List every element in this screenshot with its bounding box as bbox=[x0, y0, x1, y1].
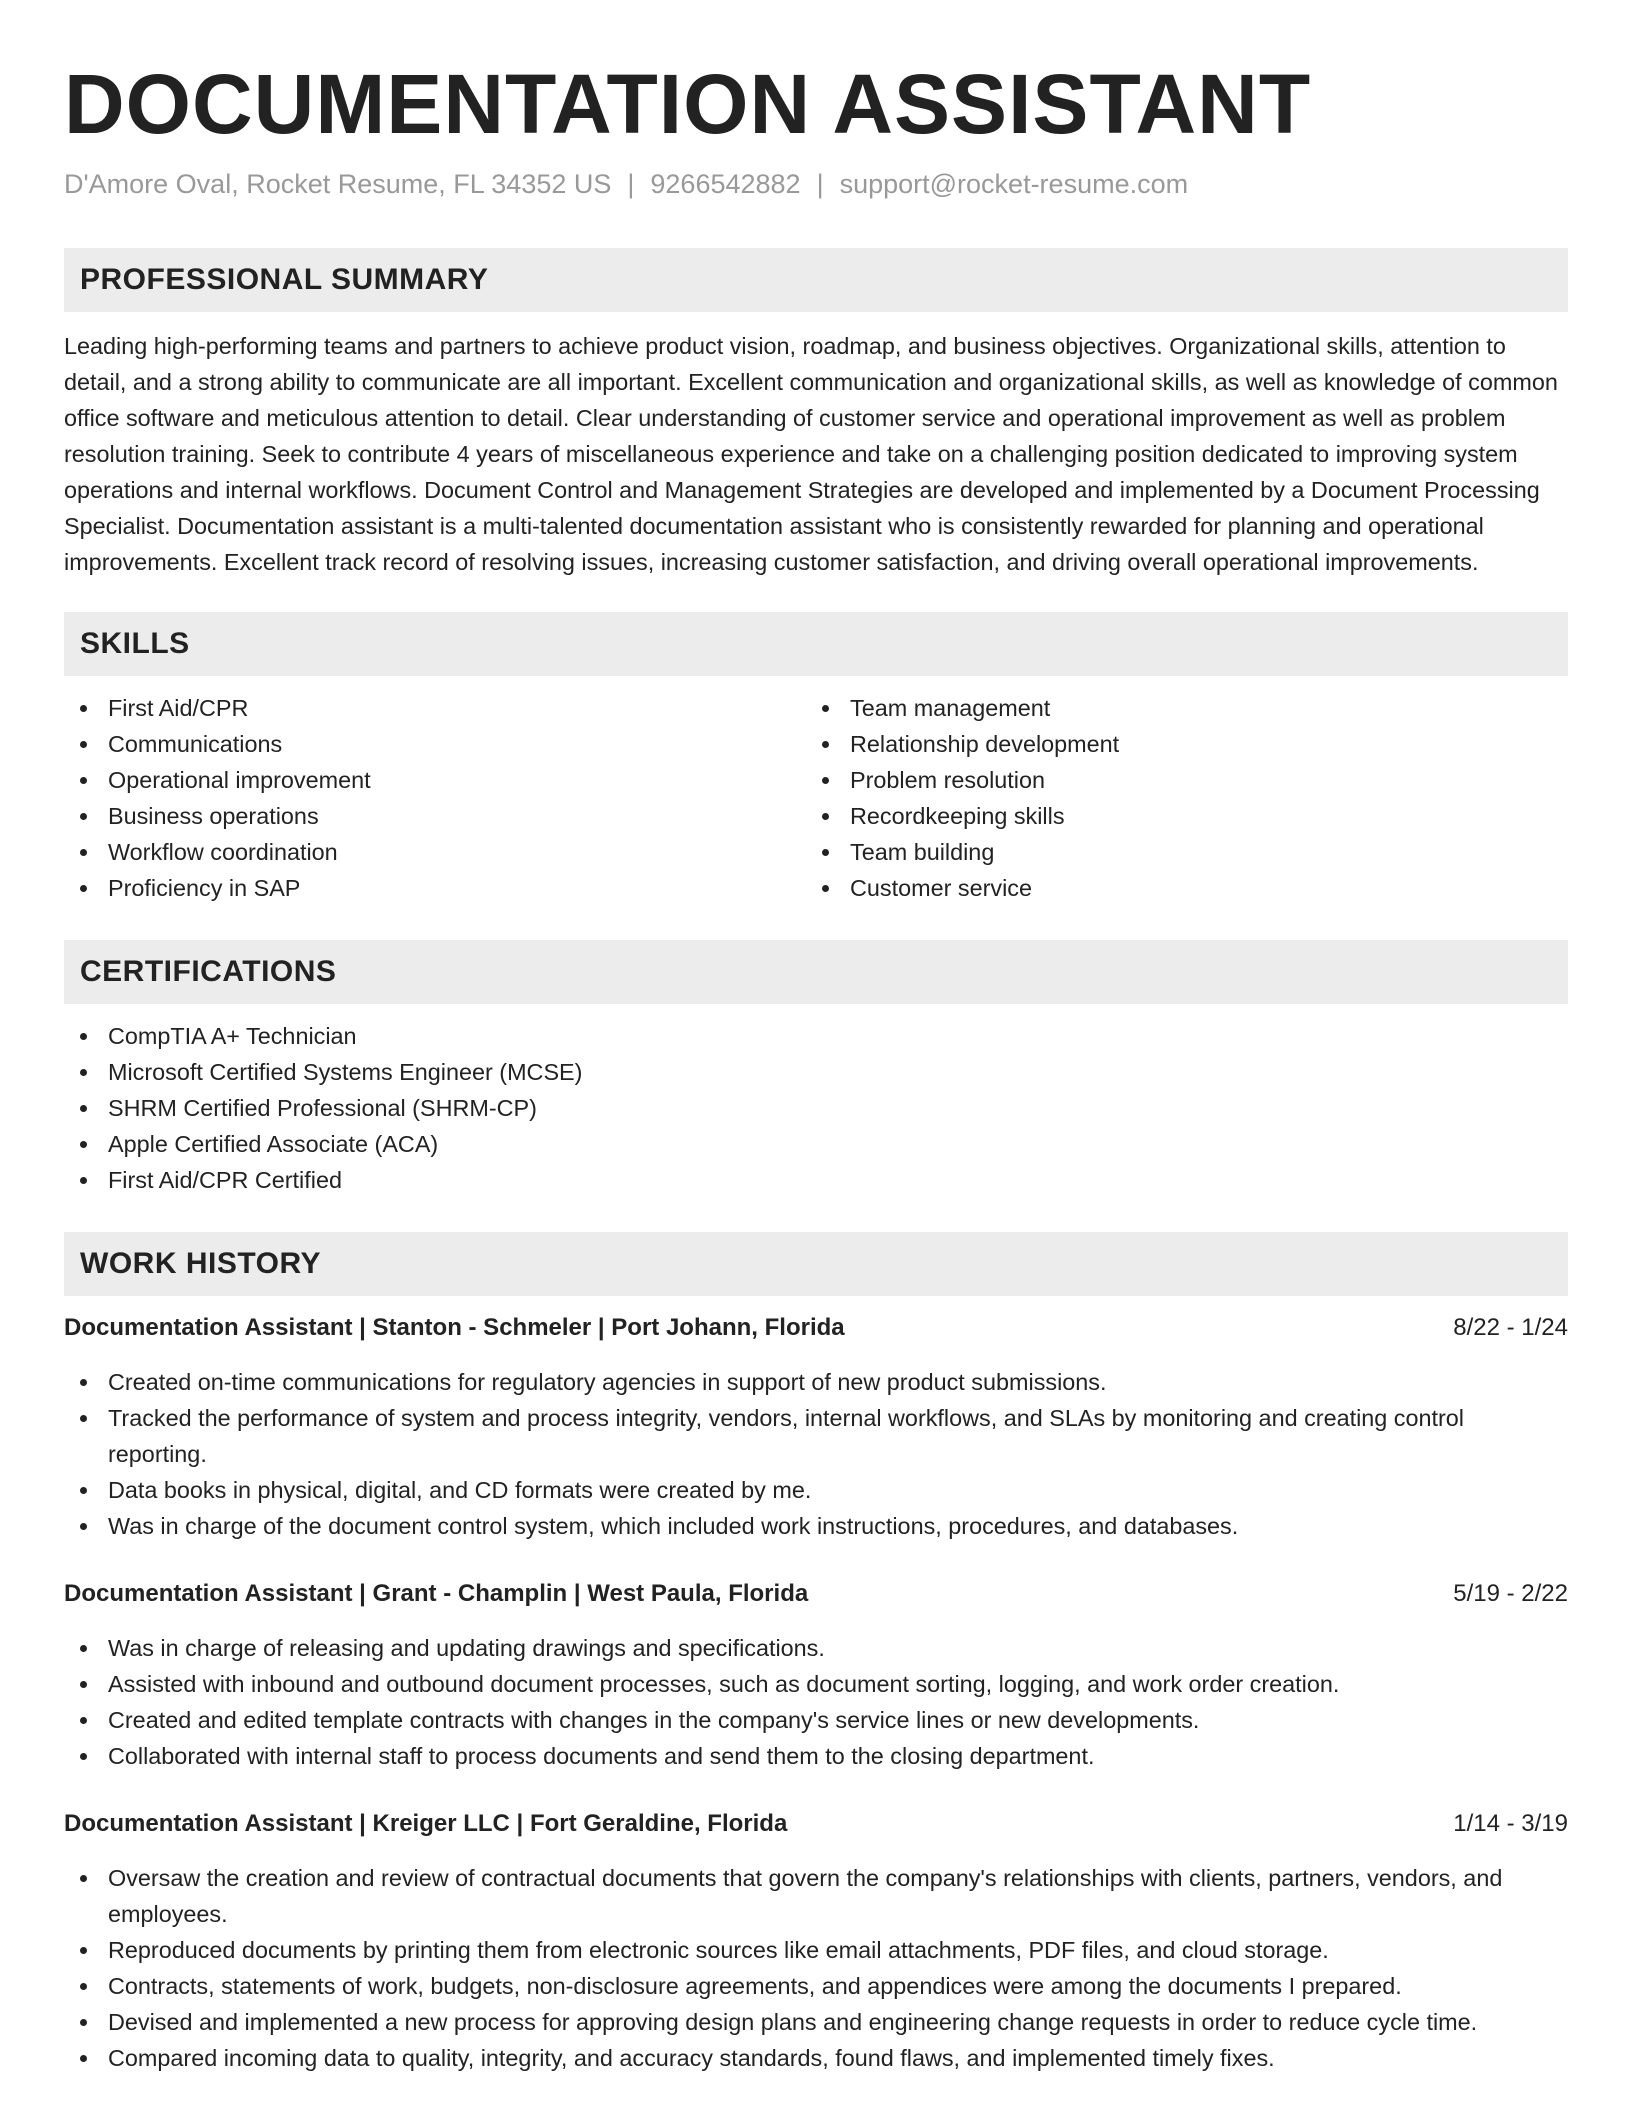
bullet-icon bbox=[80, 813, 87, 820]
job-title: Documentation Assistant | Stanton - Schmeler | Port Johann, Florida bbox=[64, 1314, 845, 1341]
job-dates: 5/19 - 2/22 bbox=[1453, 1580, 1568, 1607]
bullet-icon bbox=[80, 1141, 87, 1148]
certification-label: Apple Certified Associate (ACA) bbox=[108, 1131, 439, 1157]
candidate-name: DOCUMENTATION ASSISTANT bbox=[64, 57, 1312, 151]
contact-email: support@rocket-resume.com bbox=[839, 169, 1189, 199]
job-heading-row bbox=[64, 1310, 1568, 1346]
job-bullet-text: Collaborated with internal staff to process documents and send them to the closing department. bbox=[108, 1743, 1095, 1769]
bullet-icon bbox=[80, 1983, 87, 1990]
summary-section-header: PROFESSIONAL SUMMARY bbox=[64, 248, 1568, 312]
certification-label: SHRM Certified Professional (SHRM-CP) bbox=[108, 1095, 537, 1121]
job-bullet-text: Devised and implemented a new process for approving design plans and engineering change requests in order to reduce cycle time. bbox=[108, 2009, 1478, 2035]
bullet-icon bbox=[80, 1487, 87, 1494]
bullet-icon bbox=[80, 741, 87, 748]
job-bullet bbox=[64, 1860, 1568, 1932]
job-bullet bbox=[64, 2004, 1568, 2040]
skill-label: Customer service bbox=[850, 875, 1032, 901]
job-bullet bbox=[64, 1364, 1568, 1400]
skill-item bbox=[806, 798, 1548, 834]
bullet-icon bbox=[80, 1753, 87, 1760]
bullet-icon bbox=[80, 1717, 87, 1724]
skills-column-right bbox=[806, 690, 1548, 906]
summary-text: Leading high-performing teams and partners to achieve product vision, roadmap, and business objectives. Organizational skills, attention to detail, and a strong ability to communicate are all important. Excellent communication and organizational skills, as well as knowledge of common office software and meticulous attention to detail. Clear understanding of customer service and operational improvement as well as problem resolution training. Seek to contribute 4 years of miscellaneous experience and take on a challenging position dedicated to improving system operations and internal workflows. Document Control and Management Strategies are developed and implemented by a Document Processing Specialist. Documentation assistant is a multi-talented documentation assistant who is consistently rewarded for planning and operational improvements. Excellent track record of resolving issues, increasing customer satisfaction, and driving overall operational improvements. bbox=[64, 333, 1558, 575]
bullet-icon bbox=[80, 1379, 87, 1386]
certifications-list bbox=[64, 1018, 1568, 1198]
job-bullet-text: Oversaw the creation and review of contractual documents that govern the company's relationships with clients, partners, vendors, and employees. bbox=[108, 1865, 1503, 1927]
skill-label: Problem resolution bbox=[850, 767, 1046, 793]
skill-label: Team management bbox=[850, 695, 1051, 721]
bullet-icon bbox=[80, 849, 87, 856]
job-bullet-text: Contracts, statements of work, budgets, non-disclosure agreements, and appendices were among the documents I prepared. bbox=[108, 1973, 1402, 1999]
job-bullet-text: Created on-time communications for regulatory agencies in support of new product submissions. bbox=[108, 1369, 1107, 1395]
job-heading-row bbox=[64, 1576, 1568, 1612]
bullet-icon bbox=[80, 1105, 87, 1112]
job-bullets bbox=[64, 1364, 1568, 1544]
bullet-icon bbox=[80, 1681, 87, 1688]
certification-item bbox=[64, 1018, 1568, 1054]
bullet-icon bbox=[822, 705, 829, 712]
job-bullet-text: Compared incoming data to quality, integrity, and accuracy standards, found flaws, and implemented timely fixes. bbox=[108, 2045, 1275, 2071]
job-bullet bbox=[64, 2040, 1568, 2076]
skill-item bbox=[806, 870, 1548, 906]
bullet-icon bbox=[80, 2019, 87, 2026]
job-bullet bbox=[64, 1666, 1568, 1702]
job-bullet bbox=[64, 1508, 1568, 1544]
skill-label: Team building bbox=[850, 839, 995, 865]
skills-list bbox=[64, 690, 1568, 906]
skill-item bbox=[64, 870, 806, 906]
skill-label: Recordkeeping skills bbox=[850, 803, 1065, 829]
job-bullet-text: Data books in physical, digital, and CD formats were created by me. bbox=[108, 1477, 812, 1503]
bullet-icon bbox=[80, 1177, 87, 1184]
skill-label: Proficiency in SAP bbox=[108, 875, 301, 901]
bullet-icon bbox=[822, 777, 829, 784]
job-bullet bbox=[64, 1968, 1568, 2004]
bullet-icon bbox=[80, 1415, 87, 1422]
job-dates: 8/22 - 1/24 bbox=[1453, 1314, 1568, 1341]
skill-item bbox=[64, 834, 806, 870]
certification-item bbox=[64, 1162, 1568, 1198]
bullet-icon bbox=[80, 1875, 87, 1882]
skill-label: Communications bbox=[108, 731, 283, 757]
job-bullet bbox=[64, 1702, 1568, 1738]
job-bullet bbox=[64, 1738, 1568, 1774]
bullet-icon bbox=[80, 885, 87, 892]
job-bullet bbox=[64, 1400, 1568, 1472]
skills-section-header: SKILLS bbox=[64, 612, 1568, 676]
bullet-icon bbox=[80, 705, 87, 712]
work-history-section-header: WORK HISTORY bbox=[64, 1232, 1568, 1296]
certification-item bbox=[64, 1054, 1568, 1090]
certification-item bbox=[64, 1090, 1568, 1126]
job-entry bbox=[64, 1310, 1568, 1544]
skill-item bbox=[64, 798, 806, 834]
job-title: Documentation Assistant | Grant - Champlin | West Paula, Florida bbox=[64, 1580, 809, 1607]
bullet-icon bbox=[80, 1645, 87, 1652]
job-bullet-text: Assisted with inbound and outbound document processes, such as document sorting, logging, and work order creation. bbox=[108, 1671, 1340, 1697]
certifications-section-header: CERTIFICATIONS bbox=[64, 940, 1568, 1004]
skill-item bbox=[64, 690, 806, 726]
contact-line bbox=[64, 166, 1568, 202]
bullet-icon bbox=[80, 1523, 87, 1530]
job-bullet bbox=[64, 1630, 1568, 1666]
skill-label: Workflow coordination bbox=[108, 839, 338, 865]
skill-label: Relationship development bbox=[850, 731, 1120, 757]
skill-item bbox=[806, 690, 1548, 726]
skill-item bbox=[806, 726, 1548, 762]
job-title: Documentation Assistant | Kreiger LLC | Fort Geraldine, Florida bbox=[64, 1810, 788, 1837]
job-bullets bbox=[64, 1860, 1568, 2076]
certification-label: Microsoft Certified Systems Engineer (MCSE) bbox=[108, 1059, 583, 1085]
job-bullet-text: Was in charge of the document control system, which included work instructions, procedures, and databases. bbox=[108, 1513, 1239, 1539]
job-entry bbox=[64, 1576, 1568, 1774]
skill-label: First Aid/CPR bbox=[108, 695, 249, 721]
bullet-icon bbox=[822, 849, 829, 856]
bullet-icon bbox=[822, 885, 829, 892]
skills-column-left bbox=[64, 690, 806, 906]
skill-label: Operational improvement bbox=[108, 767, 371, 793]
certification-label: CompTIA A+ Technician bbox=[108, 1023, 357, 1049]
job-dates: 1/14 - 3/19 bbox=[1453, 1810, 1568, 1837]
contact-address: D'Amore Oval, Rocket Resume, FL 34352 US bbox=[64, 169, 612, 199]
contact-separator: | bbox=[816, 169, 824, 199]
skill-item bbox=[806, 762, 1548, 798]
skill-item bbox=[64, 762, 806, 798]
bullet-icon bbox=[822, 741, 829, 748]
job-heading-row bbox=[64, 1806, 1568, 1842]
job-bullet-text: Created and edited template contracts with changes in the company's service lines or new developments. bbox=[108, 1707, 1200, 1733]
bullet-icon bbox=[822, 813, 829, 820]
job-bullet bbox=[64, 1932, 1568, 1968]
resume-page bbox=[64, 56, 1568, 2076]
skill-item bbox=[806, 834, 1548, 870]
job-bullet bbox=[64, 1472, 1568, 1508]
contact-phone: 9266542882 bbox=[650, 169, 801, 199]
skill-label: Business operations bbox=[108, 803, 319, 829]
job-bullet-text: Reproduced documents by printing them from electronic sources like email attachments, PDF files, and cloud storage. bbox=[108, 1937, 1329, 1963]
bullet-icon bbox=[80, 1947, 87, 1954]
bullet-icon bbox=[80, 777, 87, 784]
bullet-icon bbox=[80, 1033, 87, 1040]
bullet-icon bbox=[80, 1069, 87, 1076]
certification-label: First Aid/CPR Certified bbox=[108, 1167, 342, 1193]
job-entry bbox=[64, 1806, 1568, 2076]
job-bullets bbox=[64, 1630, 1568, 1774]
contact-separator: | bbox=[627, 169, 635, 199]
job-bullet-text: Was in charge of releasing and updating drawings and specifications. bbox=[108, 1635, 825, 1661]
skill-item bbox=[64, 726, 806, 762]
bullet-icon bbox=[80, 2055, 87, 2062]
job-bullet-text: Tracked the performance of system and process integrity, vendors, internal workflows, and SLAs by monitoring and creating control reporting. bbox=[108, 1405, 1465, 1467]
certification-item bbox=[64, 1126, 1568, 1162]
